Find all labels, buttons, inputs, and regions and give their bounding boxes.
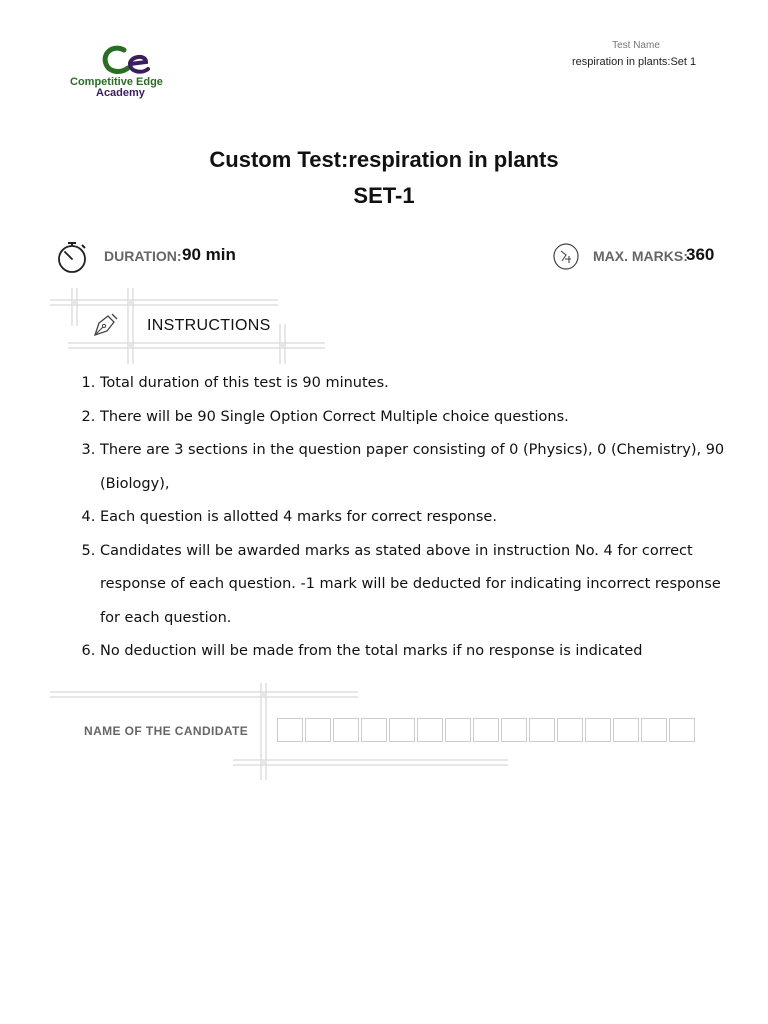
page-title: Custom Test:respiration in plants	[209, 147, 559, 172]
test-name-label: Test Name	[612, 40, 660, 51]
stopwatch-icon	[56, 238, 90, 274]
name-char-box[interactable]	[361, 718, 387, 742]
name-char-box[interactable]	[613, 718, 639, 742]
instruction-item: 6. No deduction will be made from the total marks if no response is indicated	[100, 635, 740, 669]
instruction-item: 3. There are 3 sections in the question paper consisting of 0 (Physics), 0 (Chemistry), 90 (Biology),	[100, 434, 740, 501]
logo-name: Competitive Edge	[70, 76, 163, 88]
pen-nib-icon	[90, 310, 120, 340]
instructions-title: INSTRUCTIONS	[147, 317, 271, 334]
name-char-box[interactable]	[305, 718, 331, 742]
name-char-box[interactable]	[445, 718, 471, 742]
name-char-box[interactable]	[641, 718, 667, 742]
max-marks-value: 360	[686, 245, 715, 264]
name-char-box[interactable]	[669, 718, 695, 742]
instructions-list	[60, 367, 740, 669]
candidate-name-label: NAME OF THE CANDIDATE	[84, 724, 249, 738]
page-subtitle: SET-1	[353, 183, 415, 208]
name-char-box[interactable]	[529, 718, 555, 742]
instruction-item: 4. Each question is allotted 4 marks for correct response.	[100, 501, 740, 535]
logo-subtitle: Academy	[96, 87, 145, 99]
logo	[66, 44, 176, 100]
candidate-name-boxes[interactable]	[277, 718, 697, 742]
test-name-value: respiration in plants:Set 1	[572, 56, 697, 68]
duration-value: 90 min	[182, 245, 236, 264]
name-char-box[interactable]	[389, 718, 415, 742]
instruction-item: 5. Candidates will be awarded marks as stated above in instruction No. 4 for correct response of each question. -1 mark will be deducted for indicating incorrect response for each question.	[100, 535, 740, 636]
name-char-box[interactable]	[473, 718, 499, 742]
duration-label: DURATION:	[104, 248, 182, 264]
name-char-box[interactable]	[557, 718, 583, 742]
logo-mark-icon	[100, 44, 160, 76]
instruction-item: 2. There will be 90 Single Option Correct Multiple choice questions.	[100, 401, 740, 435]
instruction-item: 1. Total duration of this test is 90 minutes.	[100, 367, 740, 401]
marks-badge-icon	[552, 242, 580, 272]
max-marks-label: MAX. MARKS:	[593, 248, 688, 264]
name-char-box[interactable]	[417, 718, 443, 742]
name-char-box[interactable]	[277, 718, 303, 742]
name-char-box[interactable]	[585, 718, 611, 742]
name-char-box[interactable]	[501, 718, 527, 742]
name-char-box[interactable]	[333, 718, 359, 742]
